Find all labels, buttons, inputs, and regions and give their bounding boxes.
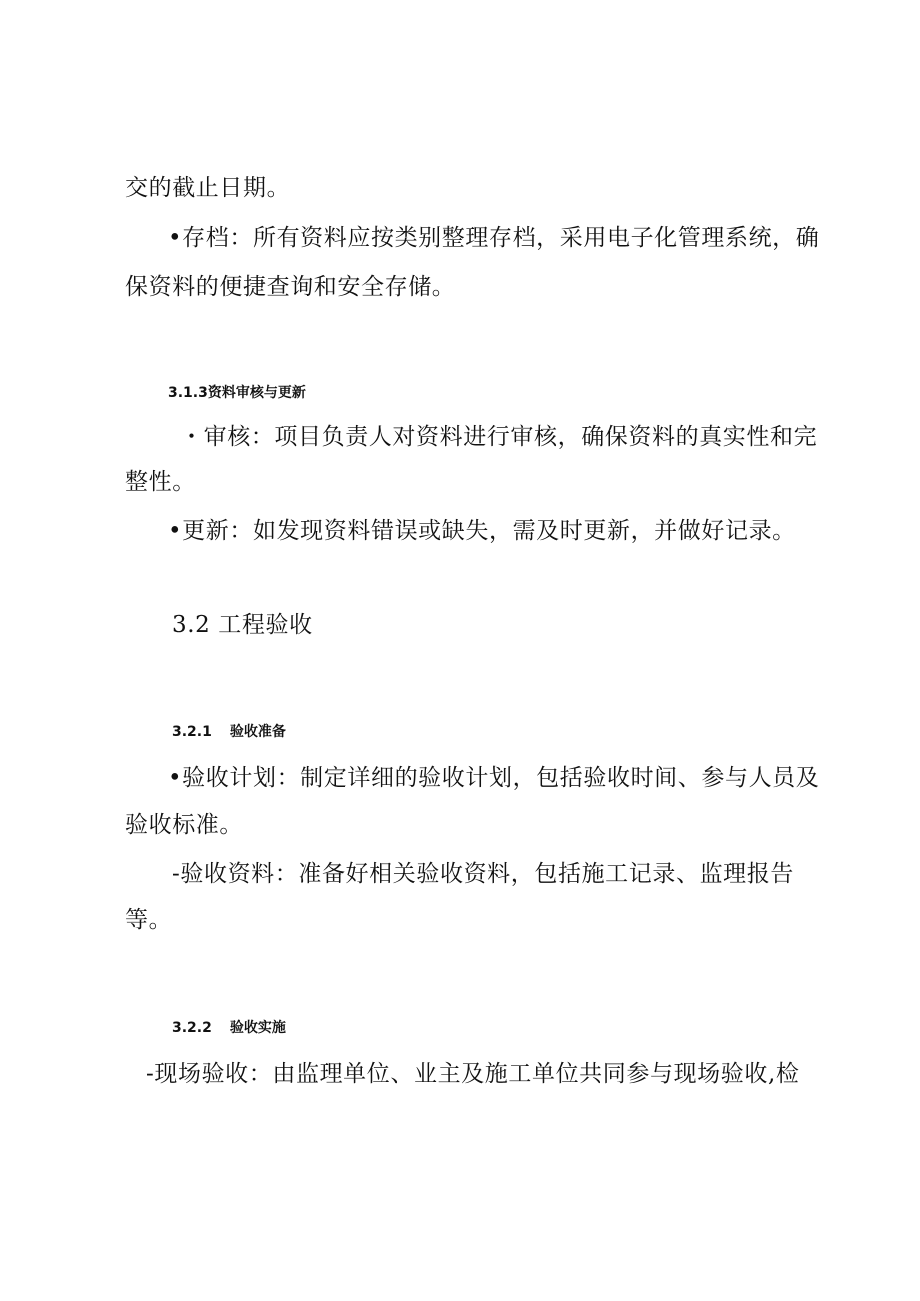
- section-heading-3-2-2: [172, 1019, 286, 1037]
- plan-bullet-line: 验收标准。: [125, 812, 243, 838]
- materials-dash-line: -验收资料：准备好相关验收资料，包括施工记录、监理报告: [172, 861, 794, 887]
- onsite-dash-line: -现场验收：由监理单位、业主及施工单位共同参与现场验收,检: [146, 1061, 800, 1087]
- section-heading-3-1-3: 3.1.3资料审核与更新: [168, 385, 306, 401]
- materials-dash-line: 等。: [125, 907, 173, 933]
- heading-title: 验收实施: [229, 1020, 286, 1036]
- archive-bullet-line: 保资料的便捷查询和安全存储。: [125, 274, 456, 300]
- section-heading-3-2: 3.2 工程验收: [172, 612, 313, 638]
- heading-number: 3.2.2: [172, 1020, 212, 1036]
- review-bullet-line: 整性。: [125, 469, 196, 495]
- paragraph-line: 交的截止日期。: [125, 175, 291, 201]
- section-heading-3-2-1: [172, 723, 286, 741]
- archive-bullet-line: •存档：所有资料应按类别整理存档，采用电子化管理系统，确: [168, 225, 820, 251]
- review-bullet-line: ・审核：项目负责人对资料进行审核，确保资料的真实性和完: [180, 424, 818, 450]
- heading-title: 验收准备: [229, 724, 286, 740]
- heading-number: 3.2.1: [172, 724, 212, 740]
- update-bullet-line: •更新：如发现资料错误或缺失，需及时更新，并做好记录。: [168, 518, 796, 544]
- plan-bullet-line: •验收计划：制定详细的验收计划，包括验收时间、参与人员及: [168, 765, 820, 791]
